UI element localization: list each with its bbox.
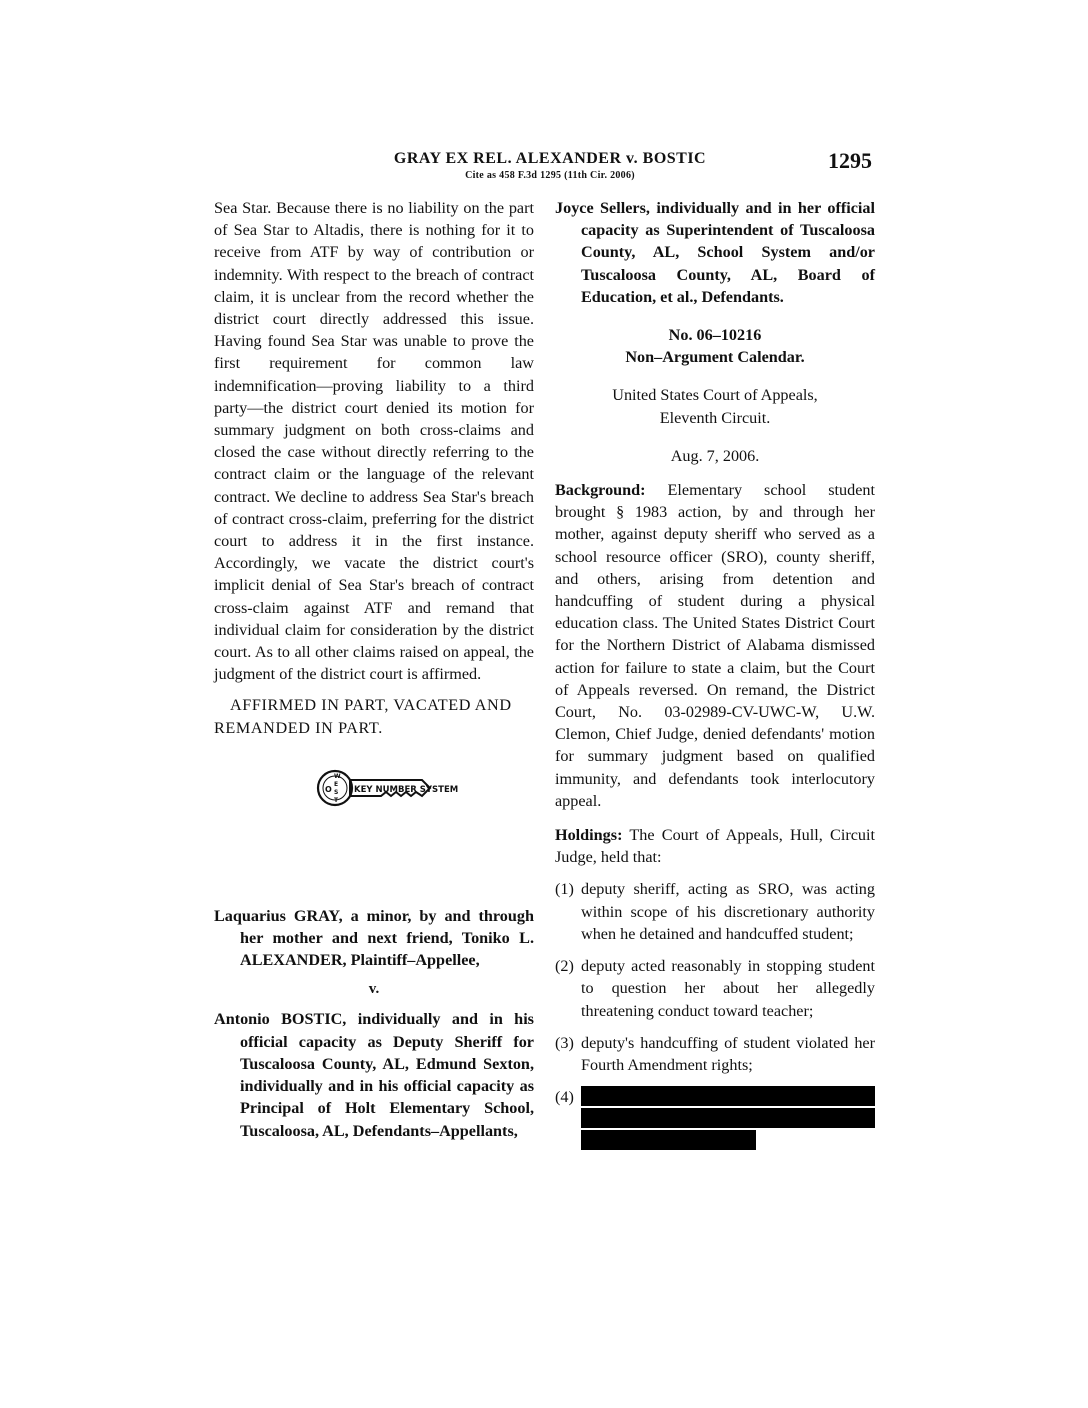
holding-number: (4) — [555, 1088, 574, 1107]
running-head — [340, 150, 760, 181]
redaction-bar — [581, 1108, 875, 1128]
redacted-holding — [555, 1086, 875, 1152]
citation-line: Cite as 458 F.3d 1295 (11th Cir. 2006) — [465, 170, 635, 181]
court-block — [555, 384, 875, 428]
background-section — [555, 479, 875, 812]
holding-item — [555, 878, 875, 945]
holding-text: deputy acted reasonably in stopping student to question her about her allegedly threatening conduct toward teacher; — [581, 957, 875, 1020]
calendar-type: Non–Argument Calendar. — [625, 348, 805, 367]
defendants-caption: Antonio BOSTIC, individually and in his official capacity as Deputy Sheriff for Tuscaloosa County, AL, Edmund Sexton, individually and in his official capacity as Principal of Holt Elementary School, Tuscaloosa, AL, Defendants–Appellants, — [214, 1010, 534, 1140]
holding-number: (3) — [555, 1033, 574, 1052]
key-number-system-text: KEY NUMBER SYSTEM — [354, 784, 459, 795]
holdings-list — [555, 878, 875, 1152]
holding-number: (1) — [555, 880, 574, 899]
background-label: Background: — [555, 481, 646, 500]
docket-number: No. 06–10216 — [668, 326, 762, 345]
defendants-caption-continued: Joyce Sellers, individually and in her official capacity as Superintendent of Tuscaloosa County, AL, School System and/or Tuscaloosa County, AL, Board of Education, et al., Defendants. — [555, 199, 875, 306]
holdings-label: Holdings: — [555, 826, 623, 845]
logo-letter-w: W — [334, 772, 341, 780]
case-title: GRAY EX REL. ALEXANDER v. BOSTIC — [393, 150, 707, 167]
logo-letter-s: S — [334, 788, 339, 796]
versus: v. — [368, 981, 380, 998]
court-circuit: Eleventh Circuit. — [659, 408, 771, 427]
left-column — [214, 197, 534, 1142]
right-column — [555, 197, 875, 1152]
docket-block — [555, 324, 875, 368]
opinion-paragraph: Sea Star. Because there is no liability on the part of Sea Star to Altadis, there is nothing for it to receive from ATF by way of contribution or indemnity. With respect to the breach of contract claim, it is unclear from the record whether the district court directly addressed this issue. Having found Sea Star was unable to prove the first requirement for common law indemnification—proving liability to a third party—the district court denied its motion for summary judgment on both cross-claims and closed the case without directly referring to the contract claim or the language of the relevant contract. We decline to address Sea Star's breach of contract cross-claim, preferring for the district court to address it in the first instance. Accordingly, we vacate the district court's implicit denial of Sea Star's breach of contract cross-claim against ATF and remand that individual claim for consideration by the district court. As to all other claims raised on appeal, the judgment of the district court is affirmed. — [214, 199, 534, 684]
redaction-bars — [581, 1086, 875, 1152]
holding-number: (2) — [555, 957, 574, 976]
plaintiff-caption: Laquarius GRAY, a minor, by and through her mother and next friend, Toniko L. ALEXANDER, Plaintiff–Appellee, — [214, 906, 534, 970]
logo-letter-o: O — [325, 784, 332, 794]
holding-item — [555, 955, 875, 1022]
decision-date: Aug. 7, 2006. — [670, 446, 760, 465]
logo-letter-t: T — [334, 796, 339, 804]
redaction-bar — [581, 1130, 756, 1150]
key-number-system-icon — [312, 765, 459, 811]
holding-text: deputy sheriff, acting as SRO, was acting within scope of his discretionary authority when he detained and handcuffed student; — [581, 880, 875, 943]
disposition: AFFIRMED IN PART, VACATED AND REMANDED IN PART. — [214, 696, 512, 737]
court-name: United States Court of Appeals, — [612, 386, 818, 405]
redaction-bar — [581, 1086, 875, 1106]
background-text: Elementary school student brought § 1983 action, by and through her mother, against deputy sheriff who served as a school resource officer (SRO), county sheriff, and others, arising from detention and handcuffing of student during a physical education class. The United States District Court for the Northern District of Alabama dismissed action for failure to state a claim, but the Court of Appeals reversed. On remand, the District Court, No. 03-02989-CV-UWC-W, U.W. Clemon, Chief Judge, denied defendants' motion for summary judgment based on qualified immunity, and defendants took interlocutory appeal. — [555, 481, 875, 810]
logo-letter-e: E — [334, 780, 339, 788]
holdings-intro: The Court of Appeals, Hull, Circuit Judge, held that: — [555, 826, 875, 867]
page-number: 1295 — [828, 148, 872, 173]
holding-item — [555, 1032, 875, 1076]
holding-text: deputy's handcuffing of student violated her Fourth Amendment rights; — [581, 1033, 875, 1074]
holdings-section — [555, 824, 875, 868]
